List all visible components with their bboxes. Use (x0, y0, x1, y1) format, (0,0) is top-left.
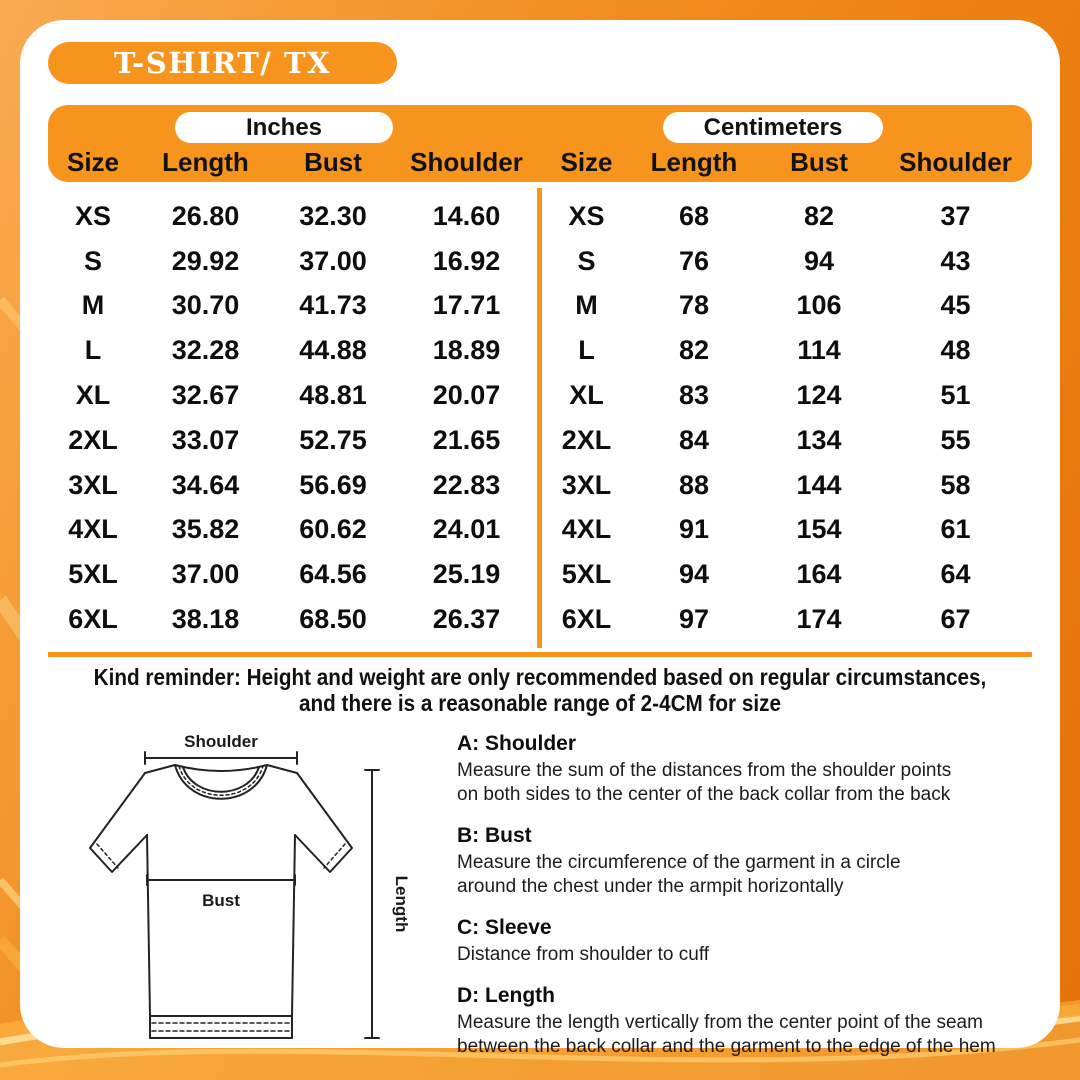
value-cell: 17.71 (432, 290, 501, 321)
guide-sleeve-text: Distance from shoulder to cuff (457, 944, 710, 965)
column-header-shoulder: Shoulder (899, 147, 1012, 177)
table-row (544, 373, 1032, 418)
value-cell: 56.69 (299, 469, 367, 500)
table-row (544, 328, 1032, 373)
diagram-shoulder-label: Shoulder (184, 732, 258, 751)
value-cell: 97 (678, 604, 710, 635)
value-cell: 124 (796, 380, 842, 411)
table-row (48, 373, 540, 418)
size-cell: XS (568, 200, 605, 231)
diagram-bust-label: Bust (202, 891, 240, 910)
value-cell: 94 (803, 245, 835, 276)
guide-bust-heading: B: Bust (457, 824, 532, 847)
tshirt-measurement-diagram (62, 720, 447, 1060)
size-cell: 6XL (561, 604, 612, 635)
guide-shoulder (457, 732, 1032, 807)
value-cell: 82 (803, 200, 835, 231)
guide-sleeve (457, 916, 1032, 967)
value-cell: 84 (678, 424, 710, 455)
value-cell: 14.60 (432, 200, 501, 231)
value-cell: 83 (678, 380, 710, 411)
measurement-guide (457, 732, 1032, 1076)
table-row (48, 284, 540, 329)
size-cell: S (83, 245, 102, 276)
value-cell: 22.83 (432, 469, 501, 500)
table-row (48, 194, 540, 239)
column-header-bust: Bust (304, 147, 362, 177)
value-cell: 25.19 (432, 559, 501, 590)
table-row (544, 239, 1032, 284)
value-cell: 37 (940, 200, 971, 231)
table-row (48, 597, 540, 642)
value-cell: 68.50 (299, 604, 367, 635)
value-cell: 32.67 (171, 380, 240, 411)
value-cell: 26.37 (432, 604, 501, 635)
value-cell: 60.62 (299, 514, 367, 545)
value-cell: 26.80 (171, 200, 240, 231)
guide-shoulder-text: Measure the sum of the distances from the shoulder points (457, 760, 952, 781)
value-cell: 38.18 (171, 604, 240, 635)
column-header-length: Length (650, 147, 738, 177)
vertical-divider (537, 188, 542, 648)
guide-shoulder-text: on both sides to the center of the back collar from the back (457, 784, 951, 805)
guide-sleeve-heading: C: Sleeve (457, 916, 552, 939)
value-cell: 21.65 (432, 424, 501, 455)
value-cell: 41.73 (299, 290, 367, 321)
value-cell: 88 (678, 469, 710, 500)
value-cell: 164 (796, 559, 842, 590)
value-cell: 106 (796, 290, 842, 321)
centimeters-table-body (544, 194, 1032, 642)
value-cell: 134 (796, 424, 842, 455)
column-header-shoulder: Shoulder (410, 147, 523, 177)
table-row (544, 284, 1032, 329)
table-row (48, 552, 540, 597)
size-cell: L (84, 335, 102, 366)
centimeters-unit-pill: Centimeters (663, 112, 883, 143)
value-cell: 30.70 (171, 290, 240, 321)
column-header-length: Length (162, 147, 249, 177)
table-row (544, 463, 1032, 508)
inches-column-headers (48, 147, 540, 178)
value-cell: 48 (940, 335, 971, 366)
value-cell: 48.81 (299, 380, 367, 411)
value-cell: 44.88 (299, 335, 367, 366)
value-cell: 34.64 (171, 469, 240, 500)
reminder-line-1: Kind reminder: Height and weight are only recommended based on regular circumstances, (93, 664, 987, 690)
value-cell: 91 (678, 514, 710, 545)
guide-length-heading: D: Length (457, 984, 555, 1007)
size-chart-card (20, 20, 1060, 1057)
guide-bust-text: around the chest under the armpit horizontally (457, 876, 844, 897)
table-row (48, 239, 540, 284)
diagram-length-label: Length (392, 875, 411, 933)
chart-title: T-SHIRT/ TX (113, 46, 332, 80)
size-cell: XL (75, 380, 111, 411)
size-cell: 2XL (561, 424, 612, 455)
value-cell: 24.01 (432, 514, 501, 545)
column-header-bust: Bust (790, 147, 848, 177)
table-row (544, 418, 1032, 463)
value-cell: 55 (940, 424, 971, 455)
size-cell: M (81, 290, 105, 321)
value-cell: 144 (796, 469, 842, 500)
value-cell: 94 (678, 559, 710, 590)
value-cell: 52.75 (299, 424, 367, 455)
table-row (48, 508, 540, 553)
table-row (544, 552, 1032, 597)
value-cell: 67 (940, 604, 971, 635)
value-cell: 45 (940, 290, 971, 321)
value-cell: 78 (678, 290, 710, 321)
size-cell: 2XL (68, 424, 118, 455)
table-row (48, 328, 540, 373)
kind-reminder (72, 664, 1008, 716)
table-header-band (48, 105, 1032, 182)
size-cell: 5XL (561, 559, 612, 590)
horizontal-divider (48, 652, 1032, 657)
value-cell: 16.92 (432, 245, 501, 276)
size-cell: 5XL (68, 559, 118, 590)
value-cell: 61 (940, 514, 971, 545)
value-cell: 174 (796, 604, 842, 635)
column-header-size: Size (560, 147, 613, 177)
value-cell: 20.07 (432, 380, 501, 411)
value-cell: 35.82 (171, 514, 240, 545)
value-cell: 43 (940, 245, 971, 276)
size-cell: 6XL (68, 604, 118, 635)
value-cell: 68 (678, 200, 710, 231)
size-cell: 4XL (68, 514, 118, 545)
table-row (48, 418, 540, 463)
size-cell: XL (569, 380, 604, 411)
inches-unit-pill: Inches (175, 112, 393, 143)
guide-length-text: between the back collar and the garment to the edge of the hem (457, 1036, 996, 1057)
value-cell: 154 (796, 514, 842, 545)
guide-shoulder-heading: A: Shoulder (457, 732, 576, 755)
column-header-size: Size (66, 147, 120, 177)
size-cell: 3XL (68, 469, 118, 500)
value-cell: 32.28 (171, 335, 240, 366)
value-cell: 18.89 (432, 335, 501, 366)
value-cell: 33.07 (171, 424, 240, 455)
table-row (48, 463, 540, 508)
size-cell: XS (74, 200, 112, 231)
inches-table-body (48, 194, 540, 642)
value-cell: 64.56 (299, 559, 367, 590)
value-cell: 58 (940, 469, 971, 500)
table-row (544, 597, 1032, 642)
table-row (544, 508, 1032, 553)
value-cell: 76 (678, 245, 710, 276)
size-cell: 4XL (561, 514, 612, 545)
reminder-line-2: and there is a reasonable range of 2-4CM for size (298, 690, 782, 716)
size-cell: 3XL (561, 469, 612, 500)
centimeters-column-headers (544, 147, 1032, 178)
guide-bust (457, 824, 1032, 899)
value-cell: 51 (940, 380, 971, 411)
value-cell: 37.00 (299, 245, 367, 276)
guide-length-text: Measure the length vertically from the center point of the seam (457, 1012, 983, 1033)
guide-length (457, 984, 1032, 1059)
value-cell: 114 (797, 335, 841, 366)
size-cell: L (578, 335, 595, 366)
guide-bust-text: Measure the circumference of the garment in a circle (457, 852, 901, 873)
size-cell: S (577, 245, 596, 276)
value-cell: 82 (678, 335, 710, 366)
value-cell: 29.92 (171, 245, 240, 276)
value-cell: 37.00 (171, 559, 240, 590)
table-row (544, 194, 1032, 239)
size-cell: M (575, 290, 598, 321)
chart-title-pill (48, 42, 397, 84)
value-cell: 32.30 (299, 200, 367, 231)
value-cell: 64 (940, 559, 971, 590)
